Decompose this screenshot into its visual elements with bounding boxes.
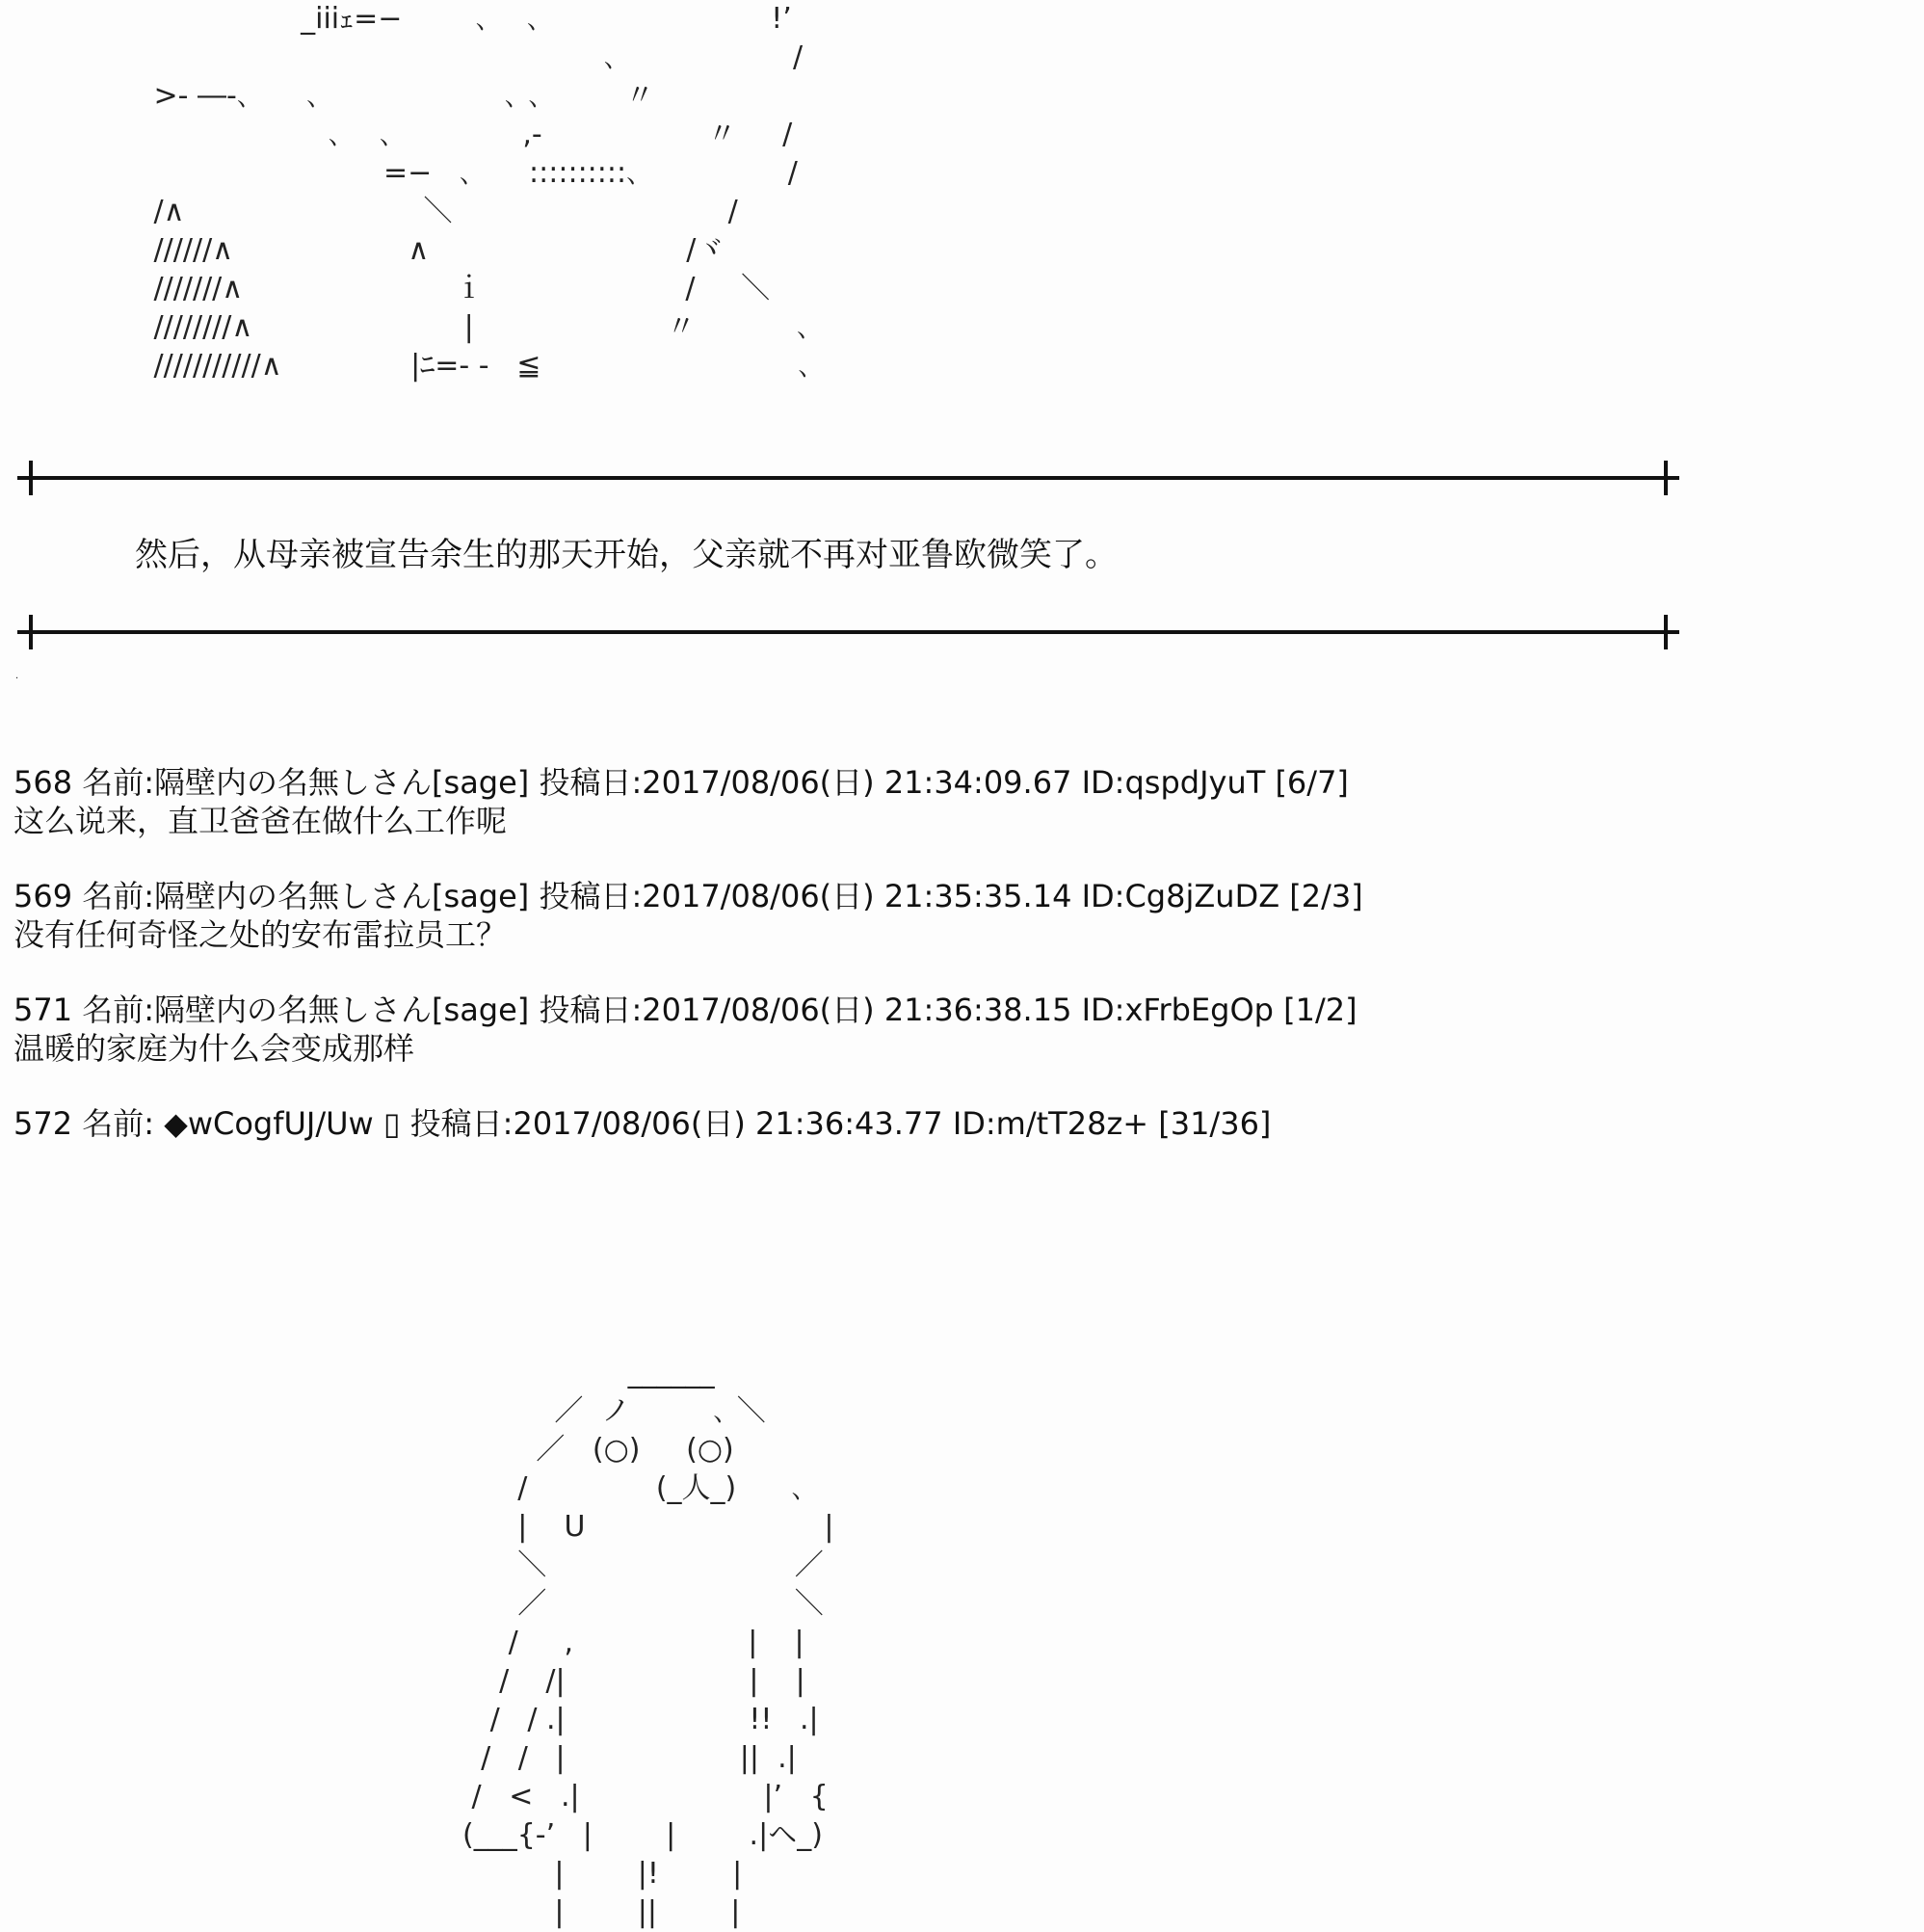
post-body: 没有任何奇怪之处的安布雷拉员工？: [13, 916, 508, 953]
stray-dot: ·: [15, 674, 19, 684]
divider-cap-right: [1664, 615, 1668, 649]
post-header: 572 名前: ◆wCogfUJ/Uw ▯ 投稿日:2017/08/06(日) 21:36:43.77 ID:m/tT28z+ [31/36]: [13, 1105, 1272, 1142]
post-thread: [13, 763, 1651, 1179]
divider-line: [17, 476, 1679, 480]
divider-bottom: [17, 615, 1679, 648]
divider-top: [17, 461, 1679, 493]
post-header: 571 名前:隔壁内の名無しさん[sage] 投稿日:2017/08/06(日) 21:36:38.15 ID:xFrbEgOp [1/2]: [13, 992, 1357, 1028]
post-572: [13, 1104, 1651, 1143]
post-571: [13, 991, 1651, 1068]
post-body: 温暖的家庭为什么会变成那样: [13, 1030, 415, 1067]
divider-cap-left: [29, 615, 33, 649]
post-body: 这么说来，直卫爸爸在做什么工作呢: [13, 803, 508, 839]
post-568: [13, 763, 1651, 840]
post-569: [13, 877, 1651, 954]
ascii-art-character: ______ ／ ノ ､ ＼ ／ (○) (○) / (_人_) ､ | U | ＼ ／ ／ ＼ / , | | / /| | | / / .| !! .| / / | || .| / < .| |’ { (___{-’ | | .|ヘ_) | |! | | || |: [462, 1356, 834, 1929]
narration-text: 然后，从母亲被宣告余生的那天开始，父亲就不再对亚鲁欧微笑了。: [135, 536, 1118, 574]
post-header: 568 名前:隔壁内の名無しさん[sage] 投稿日:2017/08/06(日) 21:34:09.67 ID:qspdJyuT [6/7]: [13, 764, 1349, 801]
ascii-art-scene: _iiiｪ=− ､ ､ !’ ､ / >- ―-､ ､ ､ ､ 〃 ､ ､ ,- 〃 / =− ､ ::::::::::､ / /∧ ＼ / //////∧ ∧ /ヾ ///////∧ ｉ / ＼ ////////∧ | 〃 ､ ///////////∧ |ﾆ=- - ≦ ､: [153, 2, 813, 383]
post-header: 569 名前:隔壁内の名無しさん[sage] 投稿日:2017/08/06(日) 21:35:35.14 ID:Cg8jZuDZ [2/3]: [13, 878, 1363, 914]
divider-cap-left: [29, 461, 33, 495]
divider-cap-right: [1664, 461, 1668, 495]
divider-line: [17, 630, 1679, 634]
